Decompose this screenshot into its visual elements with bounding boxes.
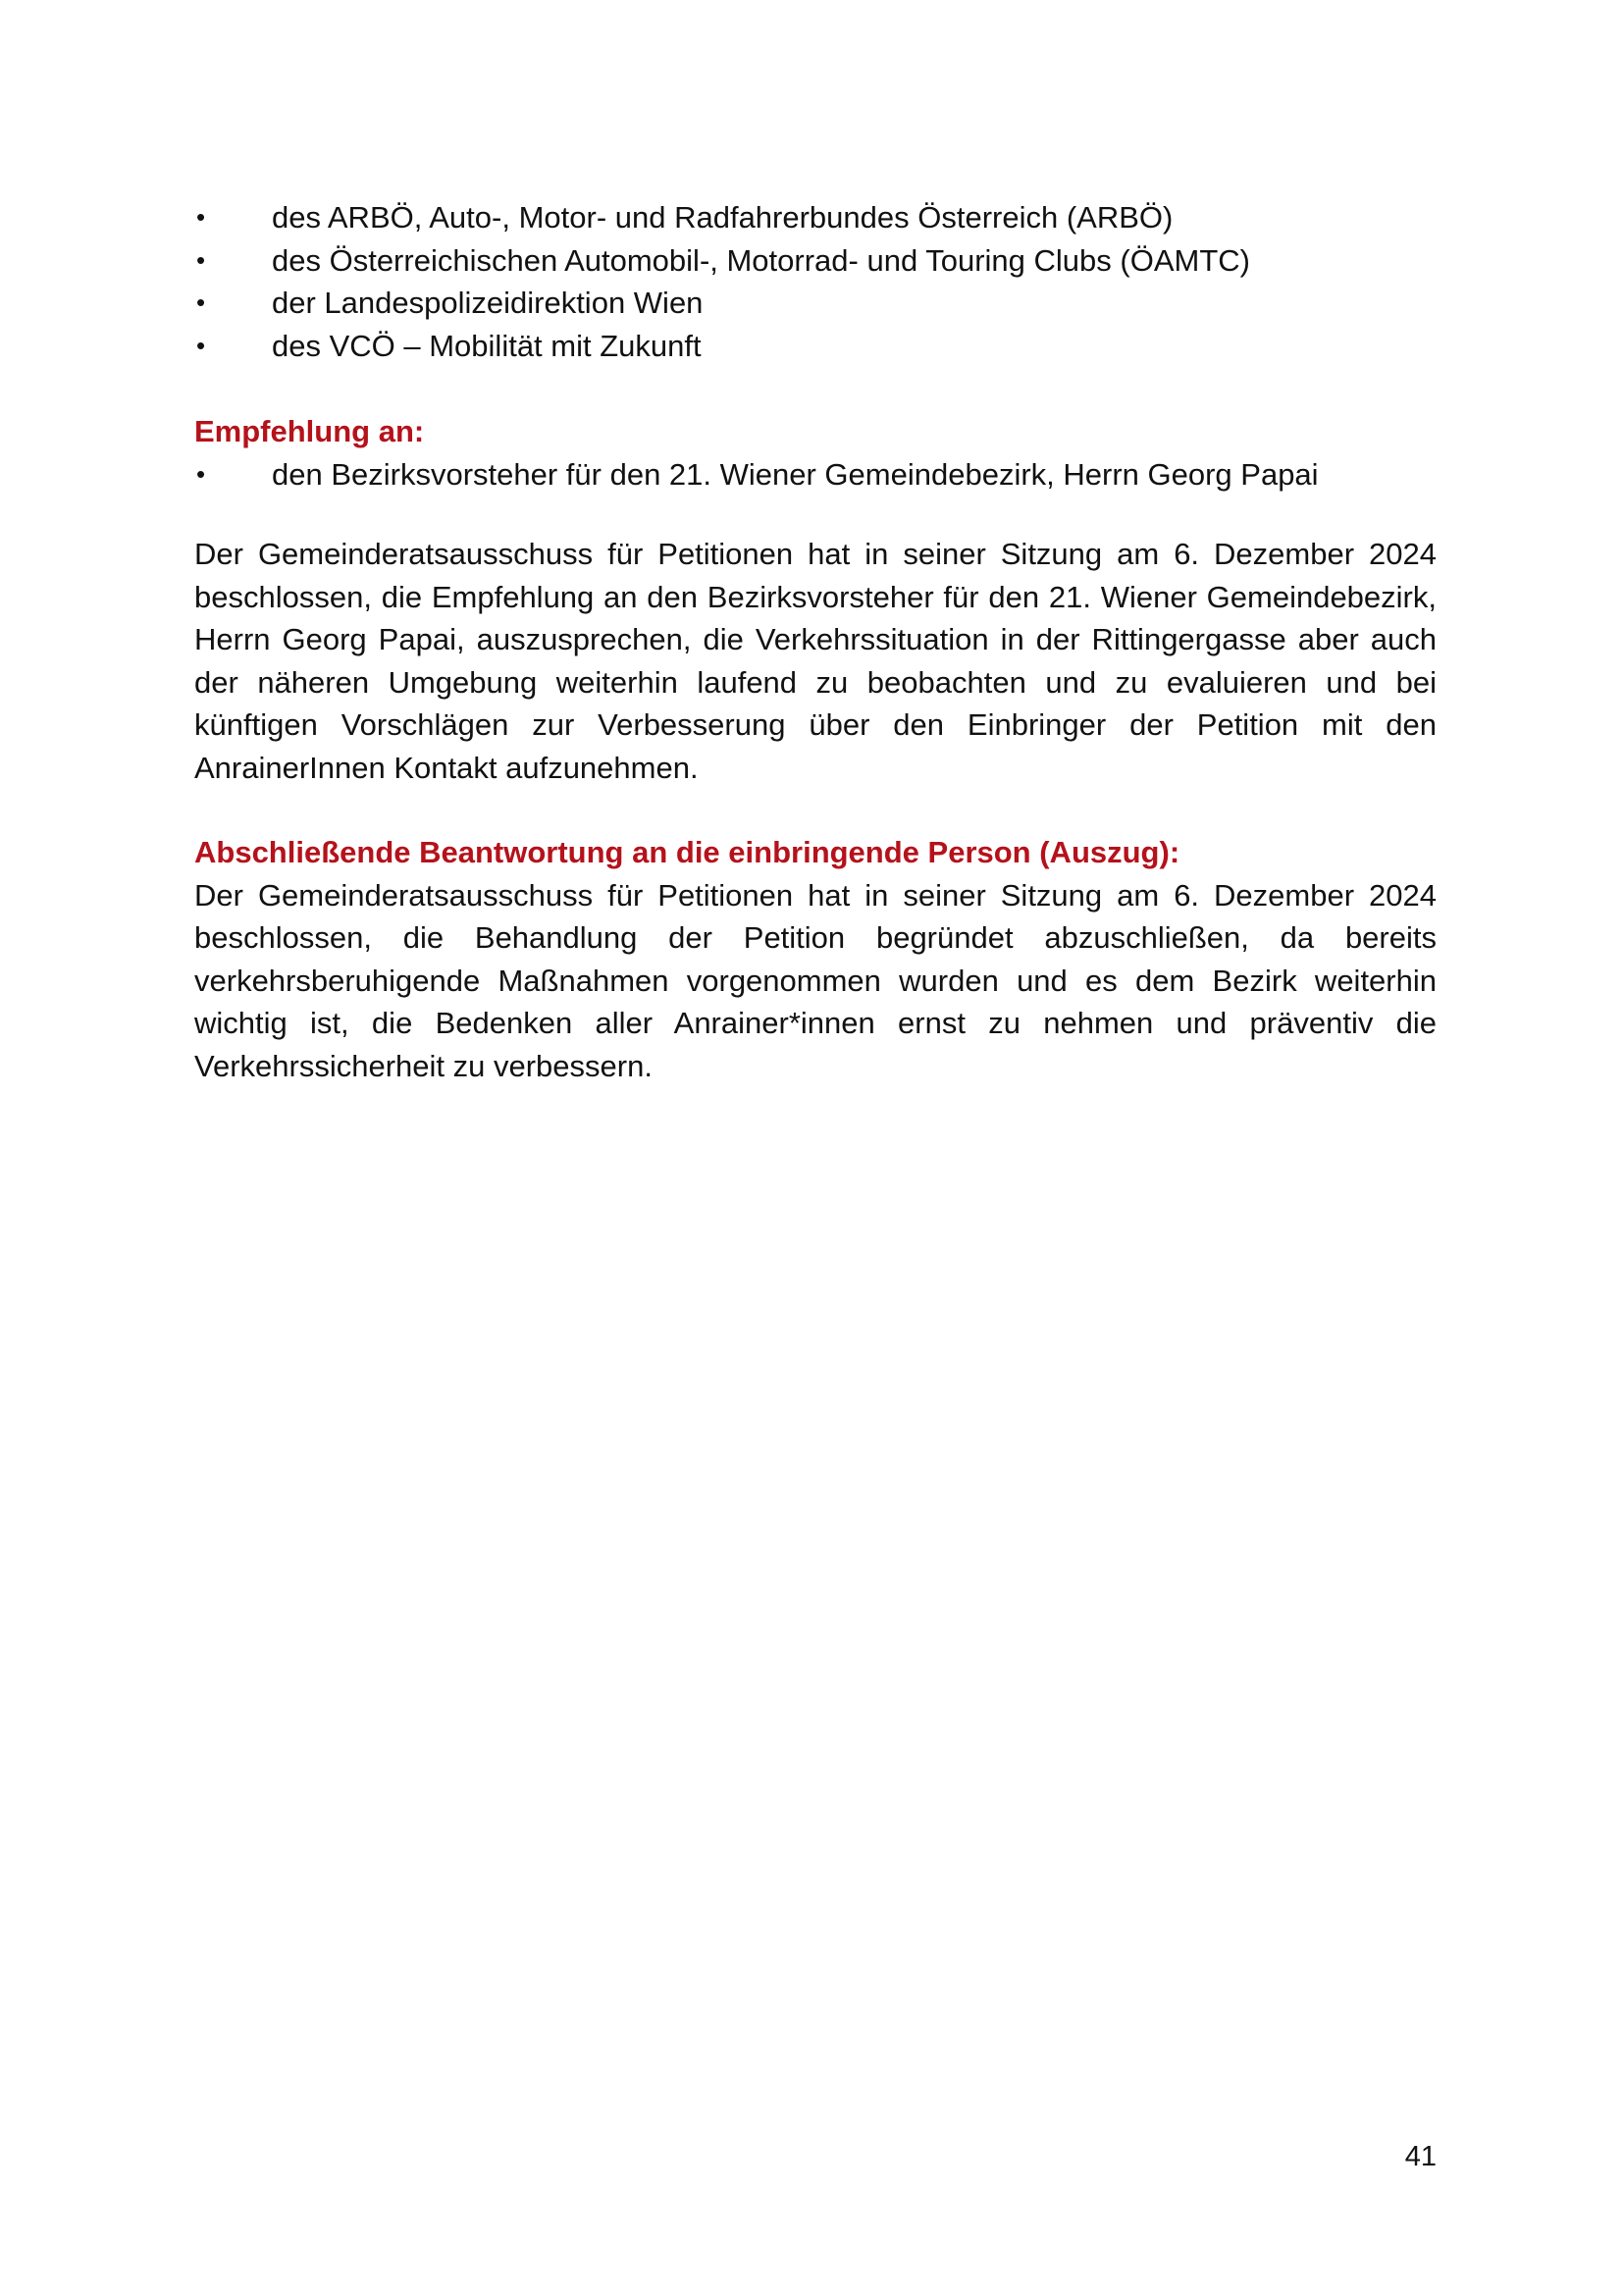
recommendation-heading: Empfehlung an: bbox=[194, 414, 425, 448]
list-item-text: des ARBÖ, Auto-, Motor- und Radfahrerbundes Österreich (ARBÖ) bbox=[272, 200, 1174, 235]
bullet-icon: • bbox=[196, 244, 206, 275]
list-item-text: des VCÖ – Mobilität mit Zukunft bbox=[272, 328, 702, 363]
bullet-icon: • bbox=[196, 330, 206, 360]
list-item bbox=[194, 239, 1437, 283]
list-item bbox=[194, 325, 1437, 368]
page-number: 41 bbox=[1404, 2141, 1437, 2172]
final-answer-heading: Abschließende Beantwortung an die einbringende Person (Auszug): bbox=[194, 835, 1180, 869]
list-item-text: den Bezirksvorsteher für den 21. Wiener Gemeindebezirk, Herrn Georg Papai bbox=[272, 456, 1319, 492]
bullet-icon: • bbox=[196, 287, 206, 317]
bullet-icon: • bbox=[196, 458, 206, 489]
list-item-text: der Landespolizeidirektion Wien bbox=[272, 286, 704, 320]
organisation-list bbox=[194, 196, 1437, 367]
bullet-icon: • bbox=[196, 202, 206, 232]
list-item bbox=[194, 453, 1437, 496]
final-answer-paragraph: Der Gemeinderatsausschuss für Petitionen hat in seiner Sitzung am 6. Dezember 2024 beschlossen, die Behandlung der Petition begründet abzuschließen, da bereits verkehrsberuhigende Maßnahmen vorgenommen wurden und es dem Bezirk weiterhin wichtig ist, die Bedenken aller Anrainer*innen ernst zu nehmen und präventiv die Verkehrssicherheit zu verbessern. bbox=[194, 877, 1437, 1083]
list-item bbox=[194, 282, 1437, 325]
list-item bbox=[194, 196, 1437, 239]
list-item-text: des Österreichischen Automobil-, Motorrad- und Touring Clubs (ÖAMTC) bbox=[272, 242, 1250, 278]
decision-paragraph: Der Gemeinderatsausschuss für Petitionen hat in seiner Sitzung am 6. Dezember 2024 beschlossen, die Empfehlung an den Bezirksvorsteher für den 21. Wiener Gemeindebezirk, Herrn Georg Papai, auszusprechen, die Verkehrssituation in der Rittingergasse aber auch der näheren Umgebung weiterhin laufend zu beobachten und zu evaluieren und bei künftigen Vorschlägen zur Verbesserung über den Einbringer der Petition mit den AnrainerInnen Kontakt aufzunehmen. bbox=[194, 537, 1437, 785]
page-content bbox=[194, 196, 1437, 1087]
recommendation-list bbox=[194, 453, 1437, 496]
